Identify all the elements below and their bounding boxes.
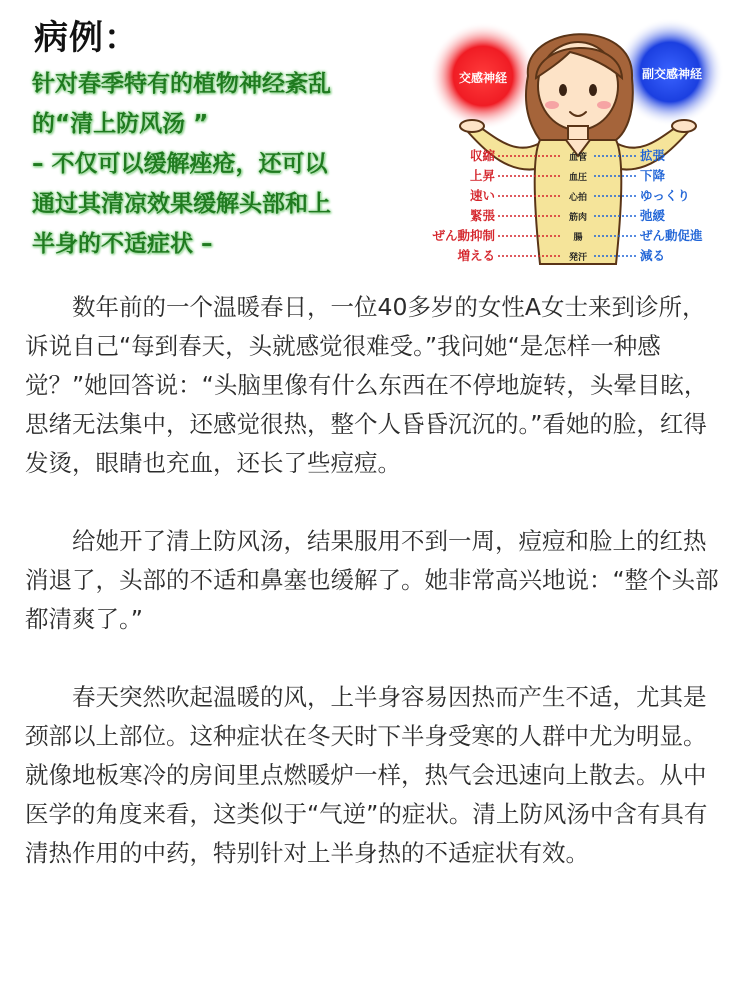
subtitle-line: – 不仅可以缓解痤疮，还可以 bbox=[32, 151, 328, 177]
subtitle-line: 的“清上防风汤 ” bbox=[32, 111, 209, 137]
subtitle-line: 半身的不适症状 – bbox=[32, 231, 213, 257]
svg-text:弛緩: 弛緩 bbox=[640, 208, 666, 223]
sympathetic-label: 交感神経 bbox=[458, 71, 508, 85]
svg-text:緊張: 緊張 bbox=[469, 208, 495, 223]
svg-text:速い: 速い bbox=[469, 188, 495, 203]
paragraph: 数年前的一个温暖春日，一位40多岁的女性A女士来到诊所，诉说自己“每到春天，头就感觉很难受。”我问她“是怎样一种感觉？”她回答说：“头脑里像有什么东西在不停地旋转，头晕目眩，思绪无法集中，还感觉很热，整个人昏昏沉沉的。”看她的脸，红得发烫，眼睛也充血，还长了些痘痘。 bbox=[25, 293, 708, 477]
page-title: 病例： bbox=[34, 18, 139, 58]
svg-text:拡張: 拡張 bbox=[640, 148, 666, 163]
svg-text:収縮: 収縮 bbox=[469, 148, 495, 163]
parasympathetic-label: 副交感神経 bbox=[641, 67, 703, 81]
svg-text:心拍: 心拍 bbox=[568, 193, 588, 203]
svg-text:下降: 下降 bbox=[640, 168, 666, 183]
svg-text:減る: 減る bbox=[640, 248, 666, 263]
autonomic-nerve-illustration bbox=[410, 6, 745, 268]
svg-text:腸: 腸 bbox=[573, 233, 583, 243]
svg-text:血圧: 血圧 bbox=[568, 173, 588, 183]
svg-text:増える: 増える bbox=[457, 248, 495, 263]
svg-text:発汗: 発汗 bbox=[568, 253, 588, 263]
article-body bbox=[25, 288, 725, 912]
subtitle bbox=[32, 64, 432, 264]
svg-text:血管: 血管 bbox=[568, 153, 588, 163]
svg-text:上昇: 上昇 bbox=[469, 168, 495, 183]
svg-text:筋肉: 筋肉 bbox=[568, 213, 588, 223]
paragraph: 给她开了清上防风汤，结果服用不到一周，痘痘和脸上的红热消退了，头部的不适和鼻塞也缓解了。她非常高兴地说：“整个头部都清爽了。” bbox=[25, 527, 719, 633]
svg-text:ゆっくり: ゆっくり bbox=[640, 188, 690, 203]
subtitle-line: 通过其清凉效果缓解头部和上 bbox=[32, 191, 331, 217]
svg-text:ぜん動抑制: ぜん動抑制 bbox=[432, 228, 495, 243]
subtitle-line: 针对春季特有的植物神经紊乱 bbox=[32, 71, 331, 97]
svg-text:ぜん動促進: ぜん動促進 bbox=[640, 228, 703, 243]
paragraph: 春天突然吹起温暖的风，上半身容易因热而产生不适，尤其是颈部以上部位。这种症状在冬天时下半身受寒的人群中尤为明显。就像地板寒冷的房间里点燃暖炉一样，热气会迅速向上散去。从中医学的角度来看，这类似于“气逆”的症状。清上防风汤中含有具有清热作用的中药，特别针对上半身热的不适症状有效。 bbox=[25, 683, 708, 867]
